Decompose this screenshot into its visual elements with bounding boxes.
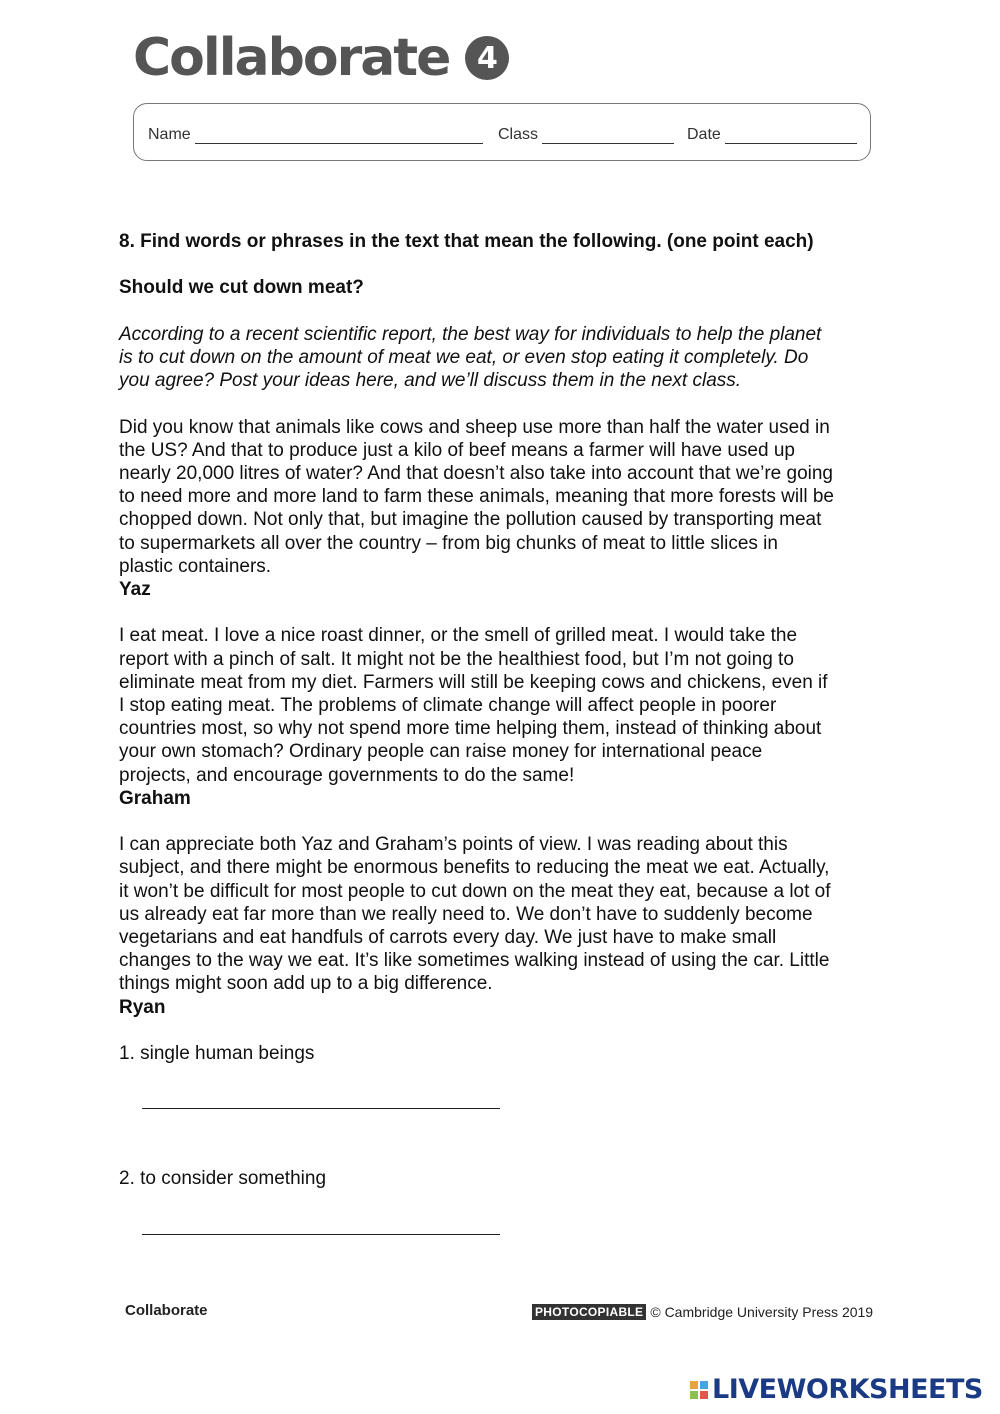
class-field[interactable]	[498, 126, 674, 144]
question-1	[119, 1042, 889, 1109]
intro-line: is to cut down on the amount of meat we eat, or even stop eating it completely. Do	[119, 346, 809, 368]
question-2	[119, 1167, 889, 1234]
date-label: Date	[687, 126, 721, 143]
grid-square-icon	[700, 1381, 708, 1389]
name-field[interactable]	[148, 126, 483, 144]
post-yaz	[119, 416, 889, 602]
name-label: Name	[148, 126, 191, 143]
post-line: your own stomach? Ordinary people can raise money for international peace	[119, 741, 763, 763]
post-line: nearly 20,000 litres of water? And that doesn’t also take into account that we’re going	[119, 462, 834, 484]
post-line: I eat meat. I love a nice roast dinner, or the smell of grilled meat. I would take the	[119, 625, 798, 647]
intro-line: According to a recent scientific report, the best way for individuals to help the planet	[119, 323, 822, 345]
exercise-instruction: 8. Find words or phrases in the text that mean the following. (one point each)	[119, 231, 814, 252]
grid-square-icon	[700, 1391, 708, 1399]
post-line: things might soon add up to a big difference.	[119, 973, 493, 995]
post-line: I stop eating meat. The problems of climate change will affect people in poorer	[119, 695, 777, 716]
post-line: projects, and encourage governments to do the same!	[119, 764, 575, 786]
post-line: Did you know that animals like cows and sheep use more than half the water used in	[119, 416, 830, 438]
question-prompt: 1. single human beings	[119, 1043, 315, 1065]
grid-square-icon	[690, 1381, 698, 1389]
class-line[interactable]	[542, 127, 674, 144]
intro-paragraph	[119, 323, 889, 393]
intro-line: you agree? Post your ideas here, and we’ll discuss them in the next class.	[119, 370, 742, 392]
liveworksheets-text: LIVEWORKSHEETS	[712, 1374, 983, 1405]
exercise-content	[119, 230, 889, 1235]
post-line: to need more and more land to farm these animals, meaning that more forests will be	[119, 486, 834, 508]
post-line: it won’t be difficult for most people to cut down on the meat they eat, because a lot of	[119, 880, 831, 902]
post-line: vegetarians and eat handfuls of carrots every day. We just have to make small	[119, 927, 777, 949]
post-line: chopped down. Not only that, but imagine the pollution caused by transporting meat	[119, 509, 822, 531]
answer-input-1[interactable]	[142, 1088, 500, 1109]
logo-text: Collaborate	[133, 28, 450, 88]
post-line: plastic containers.	[119, 555, 272, 577]
name-line[interactable]	[195, 127, 483, 144]
article-title: Should we cut down meat?	[119, 277, 364, 299]
post-line: subject, and there might be enormous benefits to reducing the meat we eat. Actually,	[119, 857, 830, 879]
post-graham	[119, 624, 889, 810]
post-line: us already eat far more than we really need to. We don’t have to suddenly become	[119, 903, 813, 925]
class-label: Class	[498, 126, 539, 143]
footer-copyright-block	[532, 1304, 873, 1320]
post-author: Yaz	[119, 579, 151, 600]
post-ryan	[119, 833, 889, 1019]
student-info-box	[133, 103, 871, 161]
post-line: I can appreciate both Yaz and Graham’s points of view. I was reading about this	[119, 834, 788, 856]
post-author: Ryan	[119, 996, 166, 1018]
question-prompt: 2. to consider something	[119, 1168, 327, 1190]
answer-input-2[interactable]	[142, 1214, 500, 1235]
grid-square-icon	[690, 1391, 698, 1399]
post-line: the US? And that to produce just a kilo of beef means a farmer will have used up	[119, 439, 795, 461]
liveworksheets-grid-icon	[690, 1381, 708, 1399]
post-line: countries most, so why not spend more time helping them, instead of thinking about	[119, 718, 822, 740]
collaborate-logo	[133, 28, 509, 88]
level-number-badge: 4	[465, 36, 509, 80]
liveworksheets-logo	[690, 1374, 983, 1405]
post-line: eliminate meat from my diet. Farmers will still be keeping cows and chickens, even if	[119, 671, 828, 693]
photocopiable-badge: PHOTOCOPIABLE	[532, 1304, 646, 1320]
post-line: changes to the way we eat. It’s like sometimes walking instead of using the car. Little	[119, 950, 830, 972]
footer-brand: Collaborate	[125, 1302, 208, 1319]
date-field[interactable]	[687, 126, 857, 144]
date-line[interactable]	[725, 127, 857, 144]
post-line: report with a pinch of salt. It might not be the healthiest food, but I’m not going to	[119, 648, 794, 670]
post-line: to supermarkets all over the country – from big chunks of meat to little slices in	[119, 532, 778, 554]
copyright-text: © Cambridge University Press 2019	[650, 1304, 874, 1320]
post-author: Graham	[119, 787, 191, 809]
